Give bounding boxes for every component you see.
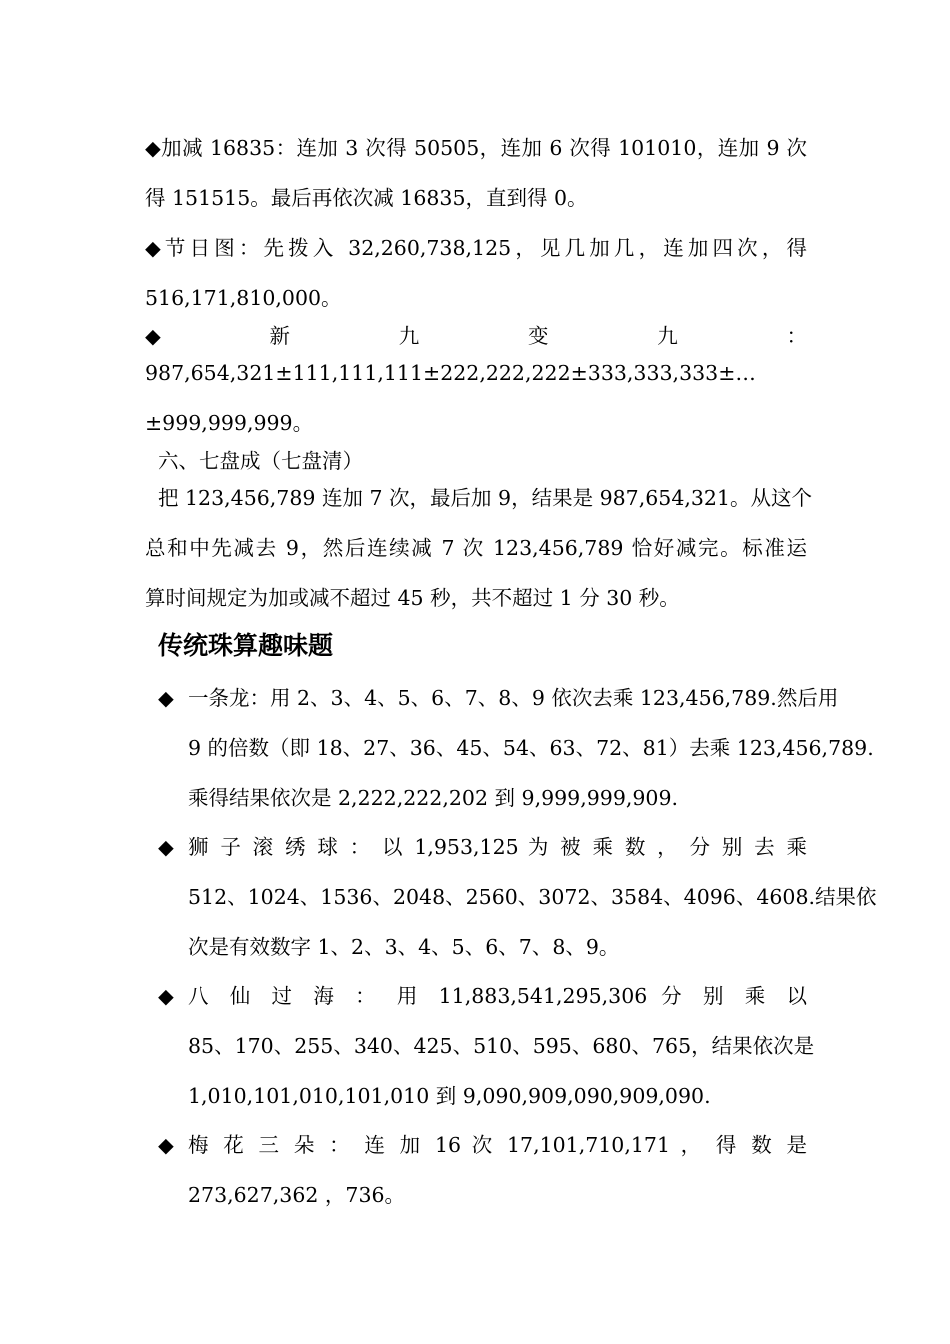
item3-line-1: 八 仙 过 海 ： 用 11,883,541,295,306 分 别 乘 以 (188, 984, 807, 1008)
bullet-icon: ◆ (158, 835, 174, 859)
item3-line-3: 1,010,101,010,101,010 到 9,090,909,090,909,090. (188, 1084, 711, 1108)
bullet-icon: ◆ (158, 984, 174, 1008)
bullet-icon: ◆ (158, 1133, 174, 1157)
jiajian-line-1: ◆加减 16835：连加 3 次得 50505，连加 6 次得 101010，连加 9 次 (145, 136, 807, 160)
jieritu-line-2: 516,171,810,000。 (145, 286, 342, 310)
item1-line-1: 一条龙：用 2、3、4、5、6、7、8、9 依次去乘 123,456,789.然后用 (188, 686, 839, 710)
item1-line-2: 9 的倍数（即 18、27、36、45、54、63、72、81）去乘 123,456,789. (188, 736, 874, 760)
bullet-icon: ◆ (158, 686, 174, 710)
item4-line-1: 梅 花 三 朵 ： 连 加 16 次 17,101,710,171 ， 得 数 是 (188, 1133, 807, 1157)
jieritu-line-1: ◆节日图：先拨入 32,260,738,125，见几加几，连加四次，得 (145, 236, 807, 260)
item2-line-2: 512、1024、1536、2048、2560、3072、3584、4096、4608.结果依 (188, 885, 877, 909)
xinjiu-line-3: ±999,999,999。 (145, 411, 314, 435)
section-heading: 传统珠算趣味题 (158, 631, 334, 660)
xinjiu-line-1: ◆ 新 九 变 九 ： (145, 324, 807, 348)
item1-line-3: 乘得结果依次是 2,222,222,202 到 9,999,999,909. (188, 786, 679, 810)
section6-line-1: 把 123,456,789 连加 7 次，最后加 9，结果是 987,654,321。从这个 (158, 486, 813, 510)
section6-title: 六、七盘成（七盘清） (158, 449, 363, 473)
item2-line-1: 狮 子 滚 绣 球 ： 以 1,953,125 为 被 乘 数 ， 分 别 去 乘 (188, 835, 807, 859)
section6-line-3: 算时间规定为加或减不超过 45 秒，共不超过 1 分 30 秒。 (145, 586, 680, 610)
item2-line-3: 次是有效数字 1、2、3、4、5、6、7、8、9。 (188, 935, 620, 959)
jiajian-line-2: 得 151515。最后再依次减 16835，直到得 0。 (145, 186, 588, 210)
item3-line-2: 85、170、255、340、425、510、595、680、765，结果依次是 (188, 1034, 815, 1058)
section6-line-2: 总和中先减去 9，然后连续减 7 次 123,456,789 恰好减完。标准运 (145, 536, 807, 560)
xinjiu-line-2: 987,654,321±111,111,111±222,222,222±333,333,333±… (145, 361, 756, 385)
item4-line-2: 273,627,362 ，736。 (188, 1183, 406, 1207)
